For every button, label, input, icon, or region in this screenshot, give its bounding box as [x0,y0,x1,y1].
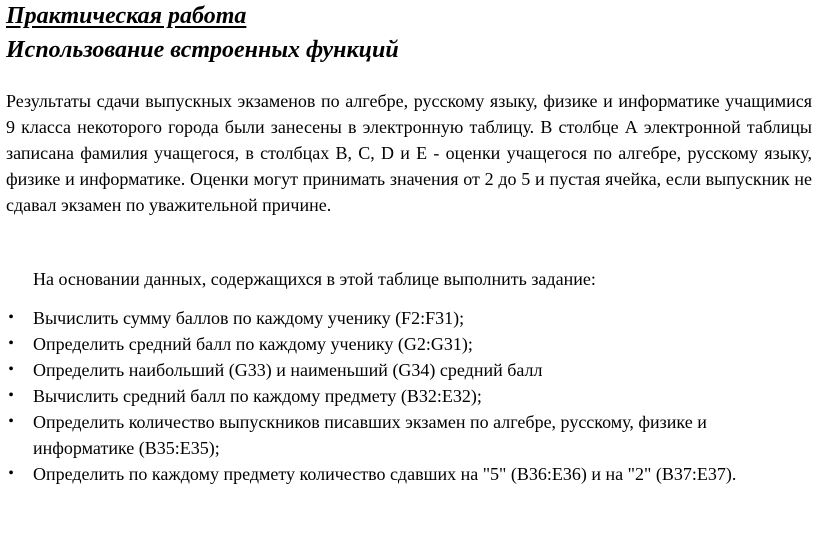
document-title: Практическая работа [6,3,247,29]
task-item [0,357,808,383]
document-subtitle: Использование встроенных функций [6,37,399,63]
bullet-icon: • [8,335,14,352]
task-intro: На основании данных, содержащихся в этой таблице выполнить задание: [33,269,596,289]
task-text: Определить наибольший (G33) и наименьший (G34) средний балл [33,360,543,380]
bullet-icon: • [8,413,14,430]
task-text: Вычислить сумму баллов по каждому ученику (F2:F31); [33,308,465,328]
bullet-icon: • [8,465,14,482]
task-description-paragraph: Результаты сдачи выпускных экзаменов по алгебре, русскому языку, физике и информатике учащимися 9 класса некоторого города были занесены в электронную таблицу. В столбце А электронной таблицы записана фамилия учащегося, в столбцах B, C, D и E - оценки учащегося по алгебре, русскому языку, физике и информатике. Оценки могут принимать значения от 2 до 5 и пустая ячейка, если выпускник не сдавал экзамен по уважительной причине. [6,91,812,215]
task-list [0,305,816,487]
task-item [0,305,808,331]
task-text: Определить по каждому предмету количество сдавших на "5" (B36:E36) и на "2" (B37:E37). [33,464,737,484]
bullet-icon: • [8,361,14,378]
task-text: Вычислить средний балл по каждому предмету (B32:E32); [33,386,482,406]
bullet-icon: • [8,309,14,326]
task-item [0,461,808,487]
task-text: Определить количество выпускников писавших экзамен по алгебре, русскому, физике и информатике (B35:E35); [33,412,707,458]
task-text: Определить средний балл по каждому ученику (G2:G31); [33,334,473,354]
bullet-icon: • [8,387,14,404]
task-item [0,409,808,461]
task-item [0,331,808,357]
task-item [0,383,808,409]
